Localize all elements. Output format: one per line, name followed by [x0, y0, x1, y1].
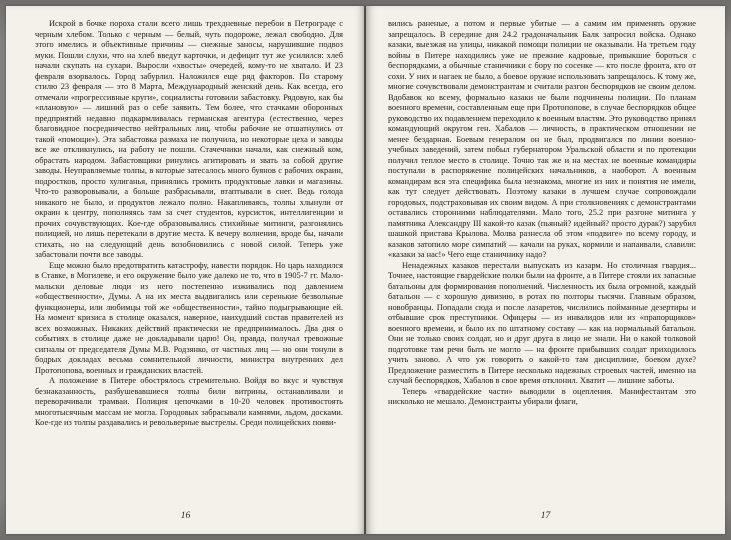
paragraph: Ненадежных казаков перестали выпускать из казарм. Но столичная гвардия... Точнее, настоящие гвардейские полки были на фронте, а в Питере стояли их запасные батальоны для формирования пополнений. Численность их была огромной, каждый батальон — с хорошую дивизию, в ротах по полторы тысячи. Главным образом, новобранцы. Попадали сюда и после лазаретов, числились пойманные дезертиры и отбывшие срок преступники. Офицеры — из инвалидов или из «прапорщиков» военного времени, и было их по штатному составу — как на нормальный батальон. Они не только своих солдат, но и друг друга в лицо не знали. Ни о какой толковой подготовке там речи быть не могло — на фронте прибывших солдат приходилось учить заново. А что уж говорить о какой-то там дисциплине, боевом духе? Предложение разместить в Питере несколько надежных строевых частей, именно на случай беспорядков, Хабалов в свое время отклонил. Хватит — лишние заботы.: [388, 260, 696, 385]
paragraph-continued: вились раненые, а потом и первые убитые — а самим им применять оружие запрещалось. В середине дня 24.2 градоначальник Балк запросил войска. Однако казаки, выезжая на улицы, никакой помощи полиции не оказывали. На третьем году войны в Питере находились уже не прежние кадровые, привыкшие бороться с беспорядками, а обычные станичники с бору по сосенке — кто после фронта, кто от сохи. У них и нагаек не было, а боевое оружие использовать запрещалось. К тому же, многие сочувствовали демонстрантам и считали разгон беспорядков не своим делом. Вдобавок ко всему, формально казаки не были подчинены полиции. По планам военного времени, составленным еще при Протопопове, в случае беспорядков общее руководство их подавлением переходило к военным властям. Это руководство принял командующий округом ген. Хабалов — личность, в практическом отношении не менее бездарная. Боевым генералом он не был, продвигался по линии военно-учебных заведений, затем побыл губернатором Уральской области и по протекции получил теплое место в столице. Точно так же и на местах не военные командиры поступали в распоряжение полицейских начальников, а наоборот. А военным командирам вся эта специфика была незнакома, многие из них и понятия не имели, как тут следует действовать. Поэтому казаки в лучшем случае сопровождали городовых, подстраховывая их своим видом. А при столкновениях с демонстрантами оставались сторонними наблюдателями. Мало того, 25.2 при разгоне митинга у памятника Александру III какой-то казак (пьяный? идейный? просто дурак?) зарубил шашкой пристава Крылова. Молва разнесла об этом «подвиге» по всему городу, и казаков затопило море симпатий — качали на руках, кормили и напаивали, славили: «казаки за нас!» Чего еще станичнику надо?: [388, 19, 696, 259]
book-page-left: [6, 6, 365, 534]
paragraph: Искрой в бочке пороха стали всего лишь трехдневные перебои в Петрограде с черным хлебом. Только с черным — белый, чуть подороже, лежал свободно. Для этого имелись и объективные причины — снежные заносы, нарушившие подвоз муки. Пошли слухи, что на хлеб введут карточки, и дефицит тут же усилился: хлеб начали скупать на сухари. Выросли «хвосты» очередей, кому-то не хватало. И 23 февраля взорвалось. Город забурлил. Наложился еще ряд факторов. По старому стилю 23 февраля — это 8 Марта, Международный женский день. Как всегда, его отмечали «прогрессивные круги», социалисты готовили забастовку. Рядовую, как бы «плановую» — лишний раз о себе заявить. Тем более, что стачками оборонных предприятий недавно подкармливалась германская агентура (естественно, через благовидное посредничество нейтральных лиц, чтобы рабочие не отшатнулись от такой «помощи»). Эта забастовка размаха не получила, но некоторые цеха и заводы все же откликнулись, на работу не пошли. Стачечники начали, как снежный ком, обрастать народом. Забастовщики ринулись агитировать и звать за собой другие заводы. Неуправляемые толпы, в которые затесалось много буянов с рабочих окраин, подростков, просто хулиганья, принялись громить продуктовые лавки и магазины. Что-то разворовывали, а больше разбрасывали, втаптывали в снег. Ведь голода никакого не было, и продуктов лежало полно. Накапливаясь, толпы хлынули от окраин к центру, пополняясь там за счет студентов, курсисток, интеллигенции и прочих сочувствующих. Кое-где образовывались стихийные митинги, разгонялись полицией, но лишь перетекали в другие места. К вечеру волнения, вроде бы, начали стихать, но на следующий день возобновились с новой силой. Теперь уже забастовали почти все заводы.: [35, 19, 343, 259]
paragraph: Теперь «гвардейские части» выводили в оцепления. Манифестантам это нисколько не мешало. Демонстранты убирали флаги,: [388, 386, 696, 406]
page-text-right: [388, 19, 696, 502]
page-number-left: 16: [180, 511, 191, 521]
page-text-left: [35, 19, 343, 502]
paragraph: Еще можно было предотвратить катастрофу, навести порядок. Но царь находился в Ставке, в Могилеве, и его окружение было уже далеко не то, что в 1905-7 гг. Мало-мальски деловые люди из него постепенно изживались под давлением «общественности», Думы. А на их места выдвигались или серенькие безвольные функционеры, или любимцы той же «общественности», тайно подыгрывающие ей. На момент кризиса в столице оказался, наверное, наихудший состав правителей из всех возможных. Никаких действий практически не предпринималось. Два дня о событиях в столице даже не докладывали царю! Он, правда, получал тревожные сигналы от председателя Думы М.В. Родзянко, от частных лиц — но они тонули в бодрых докладах весьма сомнительной личности, министра внутренних дел Протопопова, военных и гражданских властей.: [35, 260, 343, 375]
book-page-right: [366, 6, 725, 534]
paragraph: А положение в Питере обострялось стремительно. Войдя во вкус и чувствуя безнаказанность, разбушевавшиеся толпы били витрины, останавливали и переворачивали трамваи. Полиция цепочками в 10-20 человек противостоять многотысячным массам не могла. Городовых забрасывали камнями, льдом, досками. Кое-где из толпы раздавались и револьверные выстрелы. Среди полицейских появи-: [35, 376, 343, 427]
page-number-right: 17: [540, 511, 551, 521]
